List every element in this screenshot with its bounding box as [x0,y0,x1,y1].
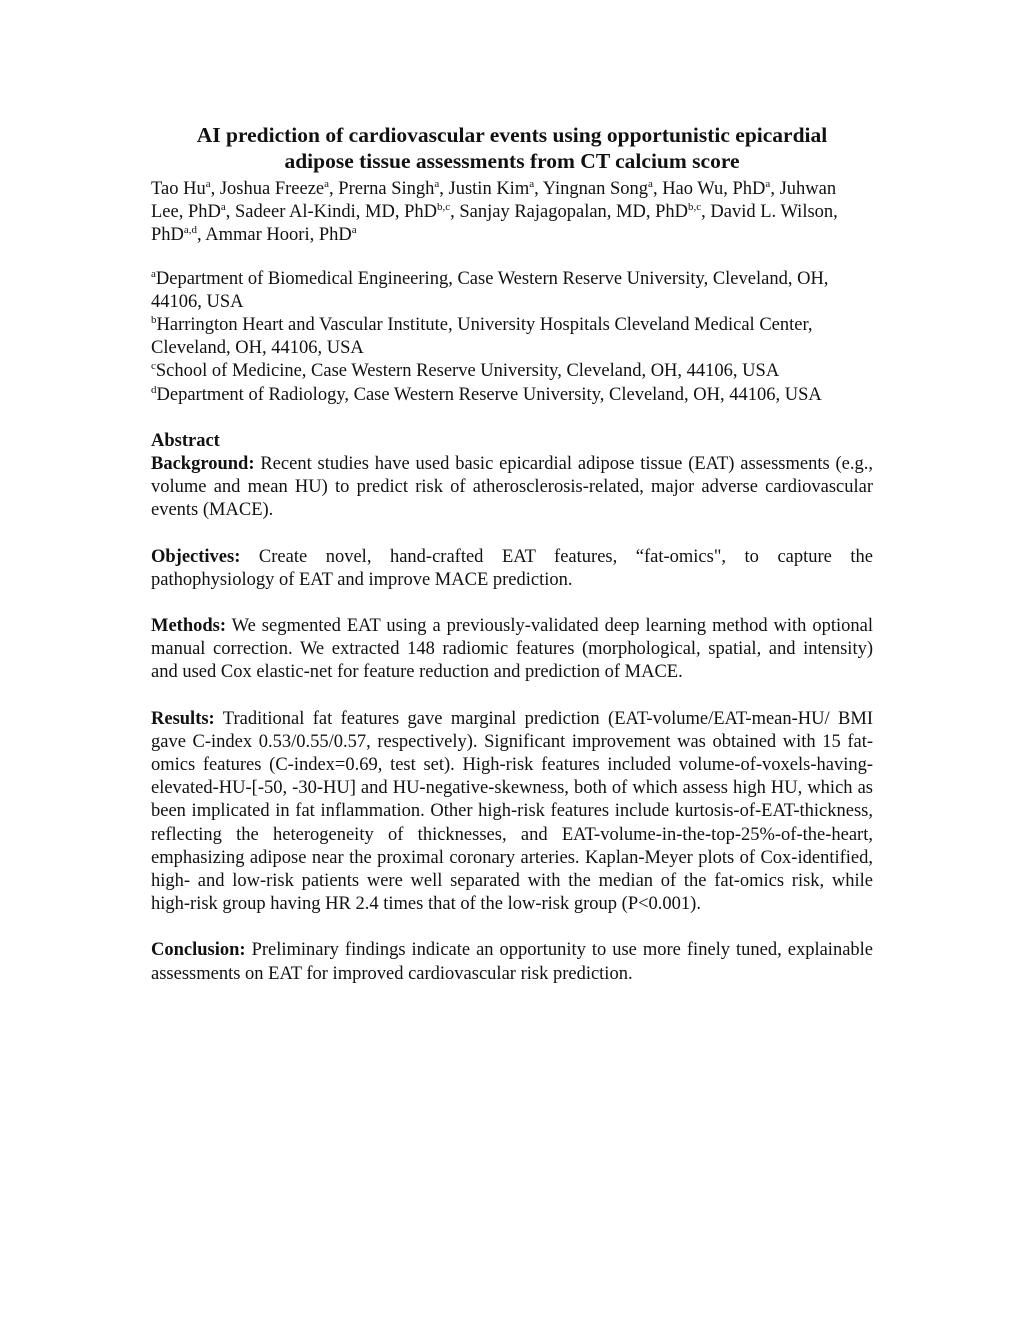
title-line: AI prediction of cardiovascular events using opportunistic epicardial [196,123,828,147]
author-name: Sanjay Rajagopalan, MD, PhD [459,202,689,223]
affiliation-text: School of Medicine, Case Western Reserve University, Cleveland, OH, 44106, USA [155,361,780,382]
author-affiliation-mark: a,d [183,224,198,237]
section-text: Recent studies have used basic epicardial adipose tissue (EAT) assessments (e.g., volume and mean HU) to predict risk of atherosclerosis-related, major adverse cardiovascular events (MACE). [151,454,873,521]
author-name: Tao Hu [151,179,206,199]
section-text: Preliminary findings indicate an opportunity to use more finely tuned, explainable assessments on EAT for improved cardiovascular risk prediction. [151,940,874,984]
author-affiliation-mark: a [529,177,535,190]
author-affiliation-mark: a [324,177,330,190]
author-affiliation-mark: a [351,224,357,237]
abstract-methods [151,615,873,685]
affiliation-mark: a [151,267,156,280]
affiliation [151,384,873,407]
abstract-background [151,453,873,523]
abstract-objectives [151,546,873,592]
section-label: Methods: [151,616,227,637]
author-name: Ammar Hoori, PhD [205,225,352,246]
author-name: David L. Wilson, PhD [151,202,838,246]
affiliation-text: Department of Radiology, Case Western Reserve University, Cleveland, OH, 44106, USA [156,384,822,405]
section-label: Results: [151,708,215,729]
paper-title [151,120,873,174]
section-text: Traditional fat features gave marginal prediction (EAT-volume/EAT-mean-HU/ BMI gave C-index 0.53/0.55/0.57, respectively). Significant improvement was obtained with 15 fat-omics features (C-index=0.69, test set). High-risk features included volume-of-voxels-having-elevated-HU-[-50, -30-HU] and HU-negative-skewness, both of which assess high HU, which as been implicated in fat inflammation. Other high-risk features include kurtosis-of-EAT-thickness, reflecting the heterogeneity of thicknesses, and EAT-volume-in-the-top-25%-of-the-heart, emphasizing adipose near the proximal coronary arteries. Kaplan-Meyer plots of Cox-identified, high- and low-risk patients were well separated with the median of the fat-omics risk, while high-risk group having HR 2.4 times that of the low-risk group (P<0.001). [151,708,874,915]
author-name: Juhwan Lee, PhD [151,179,837,223]
author-affiliation-mark: a [765,177,771,190]
section-label: Background: [151,454,255,475]
author-name: Hao Wu, PhD [662,179,766,199]
affiliation [151,360,873,383]
section-text: We segmented EAT using a previously-validated deep learning method with optional manual correction. We extracted 148 radiomic features (morphological, spatial, and intensity) and used Cox elastic-net for feature reduction and prediction of MACE. [151,616,873,683]
abstract-conclusion [151,939,873,985]
author-affiliation-mark: a [434,177,440,190]
paper-page [151,120,873,1009]
affiliation [151,268,873,314]
affiliation-mark: d [151,383,157,396]
affiliation-mark: b [151,313,157,326]
author-affiliation-mark: b,c [688,201,702,214]
author-affiliation-mark: b,c [436,201,451,214]
affiliation [151,314,873,360]
section-text: Create novel, hand-crafted EAT features, “fat-omics", to capture the pathophysiology of EAT and improve MACE prediction. [151,546,874,590]
author-list: Tao Hu$^a$, Joshua Freeze$^a$, Prerna Singh$^a$, Justin Kim$^a$, Yingnan Song$^a$, Hao Wu, PhD$^a$, Juhwan Lee, PhD$^a$, Sadeer Al-Kindi, MD, PhD$^{b,c}$, Sanjay Rajagopalan, MD, PhD$^{b,c}$, David L. Wilson, PhD$^{a,d}$, Ammar Hoori, PhD$^a$ [151,177,838,246]
section-label: Conclusion: [151,940,246,961]
title-line: adipose tissue assessments from CT calcium score [284,149,740,173]
affiliation-mark: c [151,360,156,373]
author-name: Prerna Singh [338,179,435,199]
author-affiliation-mark: a [220,201,226,214]
author-affiliation-mark: a [205,177,211,190]
author-name: Yingnan Song [542,179,649,199]
abstract-heading: Abstract [151,430,220,451]
section-label: Objectives: [151,546,241,567]
abstract-results [151,708,873,917]
author-affiliation-mark: a [648,177,653,190]
affiliation-list [151,268,873,407]
author-name: Joshua Freeze [219,179,325,199]
affiliation-text: Harrington Heart and Vascular Institute, University Hospitals Cleveland Medical Center, Cleveland, OH, 44106, USA [151,315,813,359]
author-name: Justin Kim [448,179,530,199]
affiliation-text: Department of Biomedical Engineering, Case Western Reserve University, Cleveland, OH, 44106, USA [151,268,829,312]
author-name: Sadeer Al-Kindi, MD, PhD [235,202,437,223]
